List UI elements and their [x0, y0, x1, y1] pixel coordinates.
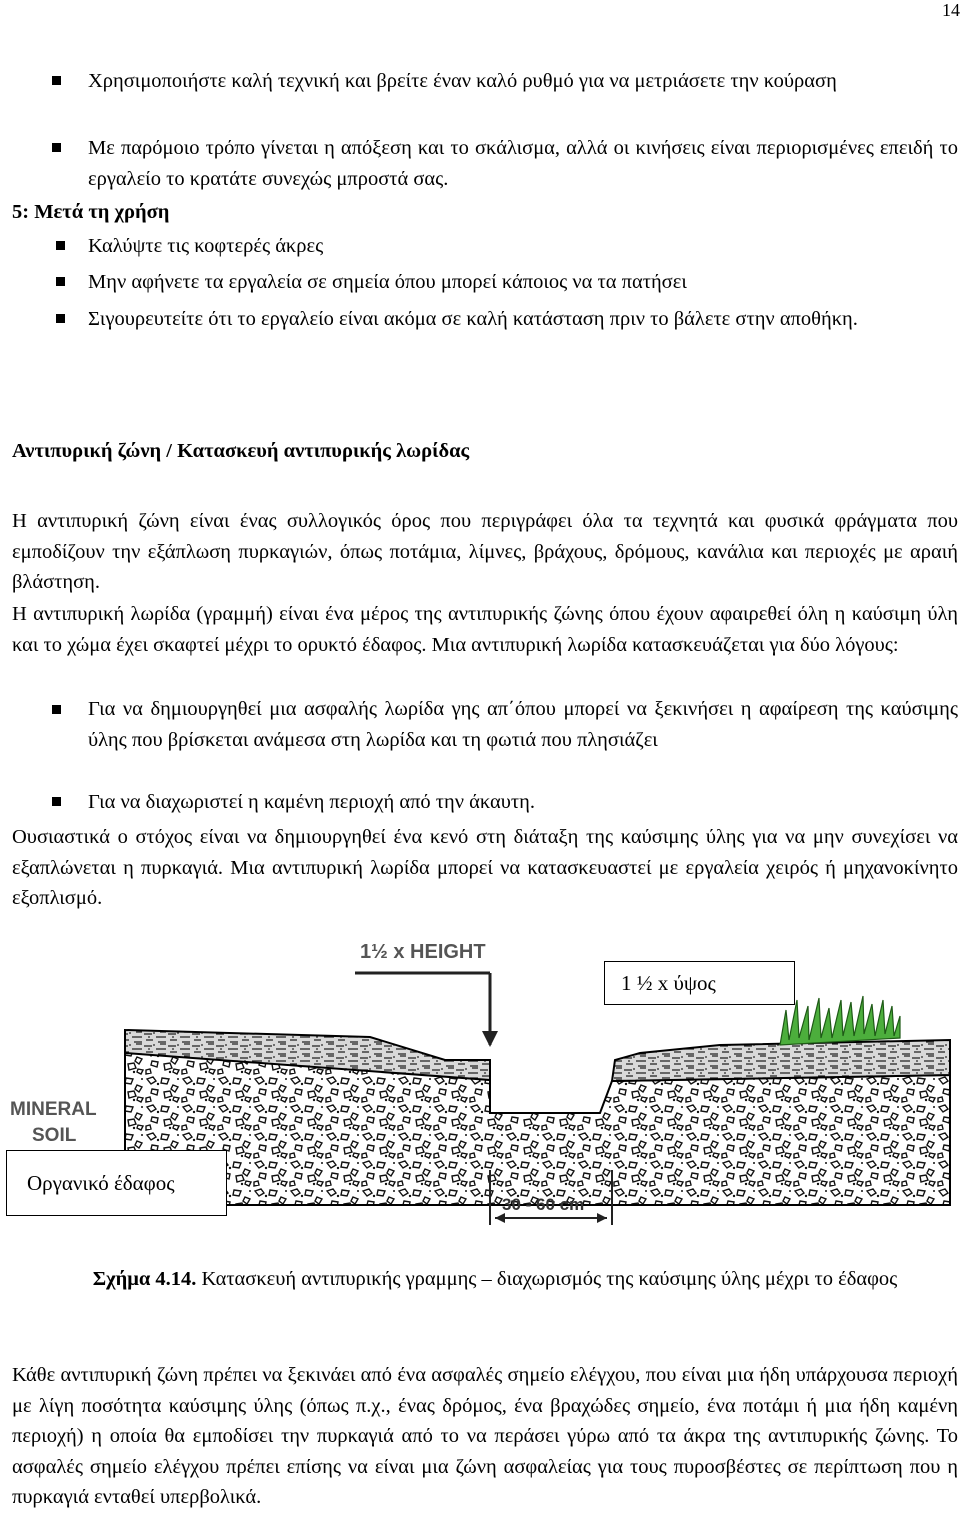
- bullet-icon: [52, 797, 61, 806]
- mineral-soil-label-line2: SOIL: [32, 1125, 77, 1146]
- paragraph: Κάθε αντιπυρική ζώνη πρέπει να ξεκινάει από ένα ασφαλές σημείο ελέγχου, που είναι μια ήδη υπάρχουσα περιοχή με λίγη ποσότητα καύσιμης ύλης (όπως π.χ., ένας δρόμος, ένα βραχώδες σημείο, ένα ποτάμι ή μια ήδη καμένη περιοχή) η οποία θα εμποδίσει την πυρκαγιά από το να περάσει γύρω από τα άκρα της αντιπυρικής ζώνης. Το ασφαλές σημείο ελέγχου πρέπει επίσης να είναι μια ζώνη ασφαλείας για τους πυροσβέστες σε περίπτωση που η πυρκαγιά ενταθεί υπερβολικά.: [12, 1364, 958, 1508]
- page-number: 14: [942, 0, 960, 20]
- figure-caption-label: Σχήμα 4.14.: [92, 1268, 197, 1290]
- list-item: Για να διαχωριστεί η καμένη περιοχή από την άκαυτη.: [88, 791, 536, 813]
- height-translation-box: 1 ½ x ύψος: [604, 961, 795, 1005]
- bullet-icon: [52, 76, 61, 85]
- bullet-icon: [52, 705, 61, 714]
- bullet-icon: [52, 143, 61, 152]
- height-label: 1½ x HEIGHT: [360, 941, 486, 963]
- bullet-icon: [56, 314, 65, 323]
- list-item: Με παρόμοιο τρόπο γίνεται η απόξεση και το σκάλισμα, αλλά οι κινήσεις είναι περιορισμένες επειδή το εργαλείο το κρατάτε συνεχώς μπροστά σας.: [88, 137, 958, 190]
- list-item: Καλύψτε τις κοφτερές άκρες: [88, 235, 324, 257]
- section-title: 5: Μετά τη χρήση: [12, 201, 170, 223]
- firebreak-figure: [0, 935, 960, 1255]
- section-heading: Αντιπυρική ζώνη / Κατασκευή αντιπυρικής λωρίδας: [12, 440, 470, 462]
- figure-caption: [30, 1264, 960, 1294]
- list-item: Χρησιμοποιήστε καλή τεχνική και βρείτε έναν καλό ρυθμό για να μετριάσετε την κούραση: [88, 70, 837, 92]
- list-item: Για να δημιουργηθεί μια ασφαλής λωρίδα γης απ΄όπου μπορεί να ξεκινήσει η αφαίρεση της καύσιμης ύλης που βρίσκεται ανάμεσα στη λωρίδα και τη φωτιά που πλησιάζει: [88, 698, 958, 751]
- paragraph: Η αντιπυρική ζώνη είναι ένας συλλογικός όρος που περιγράφει όλα τα τεχνητά και φυσικά φράγματα που εμποδίζουν την εξάπλωση πυρκαγιών, όπως ποτάμια, λίμνες, βράχους, δρόμους, κανάλια και περιοχές με αραιή βλάστηση.: [12, 510, 958, 593]
- bullet-icon: [56, 241, 65, 250]
- bullet-icon: [56, 277, 65, 286]
- list-item: Μην αφήνετε τα εργαλεία σε σημεία όπου μπορεί κάποιος να τα πατήσει: [88, 271, 687, 293]
- list-item: Σιγουρευτείτε ότι το εργαλείο είναι ακόμα σε καλή κατάσταση πριν το βάλετε στην αποθήκη.: [88, 308, 858, 330]
- paragraph: Ουσιαστικά ο στόχος είναι να δημιουργηθεί ένα κενό στη διάταξη της καύσιμης ύλης για να μην συνεχίσει να εξαπλώνεται η πυρκαγιά. Μια αντιπυρική λωρίδα μπορεί να κατασκευαστεί με εργαλεία χειρός ή μηχανοκίνητο εξοπλισμό.: [12, 826, 958, 909]
- organic-soil-box: Οργανικό έδαφος: [6, 1150, 227, 1216]
- width-label: 30 - 60 cm: [502, 1195, 585, 1214]
- paragraph: Η αντιπυρική λωρίδα (γραμμή) είναι ένα μέρος της αντιπυρικής ζώνης όπου έχουν αφαιρεθεί όλη η καύσιμη ύλη και το χώμα έχει σκαφτεί μέχρι το ορυκτό έδαφος. Μια αντιπυρική λωρίδα κατασκευάζεται για δύο λόγους:: [12, 603, 958, 656]
- figure-caption-text: Κατασκευή αντιπυρικής γραμμης – διαχωρισμός της καύσιμης ύλης μέχρι το έδαφος: [196, 1268, 898, 1290]
- mineral-soil-label-line1: MINERAL: [10, 1099, 97, 1120]
